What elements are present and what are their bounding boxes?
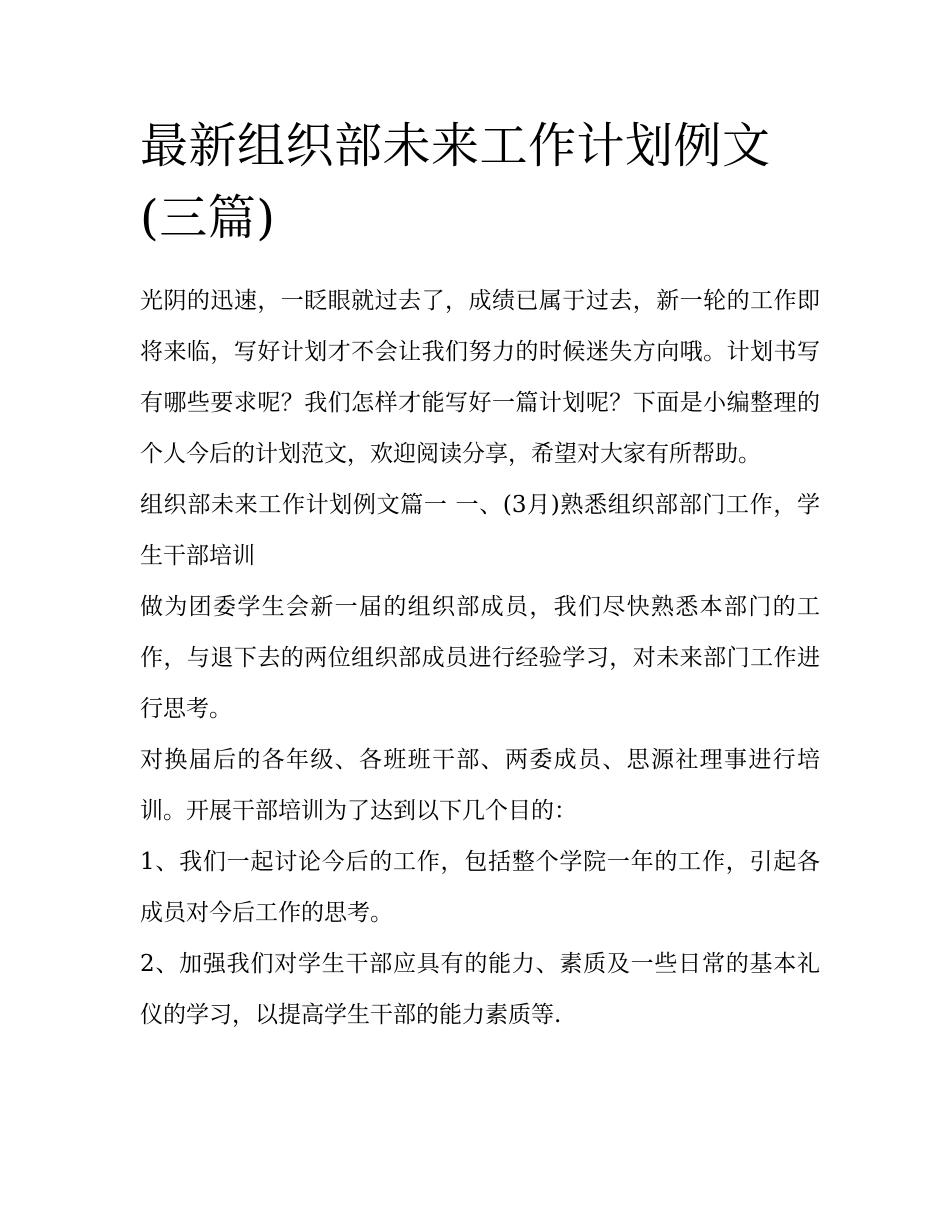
paragraph-item-1: 1、我们一起讨论今后的工作，包括整个学院一年的工作，引起各成员对今后工作的思考。 — [140, 849, 820, 926]
paragraph-familiarize: 做为团委学生会新一届的组织部成员，我们尽快熟悉本部门的工作，与退下去的两位组织部成员进行经验学习，对未来部门工作进行思考。 — [140, 594, 820, 722]
paragraph-section-heading: 组织部未来工作计划例文篇一 一、(3月)熟悉组织部部门工作，学生干部培训 — [140, 492, 820, 569]
document-body — [140, 276, 820, 1041]
document-page — [140, 110, 820, 1041]
paragraph-training: 对换届后的各年级、各班班干部、两委成员、思源社理事进行培训。开展干部培训为了达到以下几个目的： — [140, 747, 820, 824]
document-title: 最新组织部未来工作计划例文(三篇) — [140, 118, 771, 246]
paragraph-item-2: 2、加强我们对学生干部应具有的能力、素质及一些日常的基本礼仪的学习，以提高学生干部的能力素质等. — [140, 951, 820, 1028]
paragraph-intro: 光阴的迅速，一眨眼就过去了，成绩已属于过去，新一轮的工作即将来临，写好计划才不会让我们努力的时候迷失方向哦。计划书写有哪些要求呢？我们怎样才能写好一篇计划呢？下面是小编整理的个人今后的计划范文，欢迎阅读分享，希望对大家有所帮助。 — [140, 288, 820, 467]
